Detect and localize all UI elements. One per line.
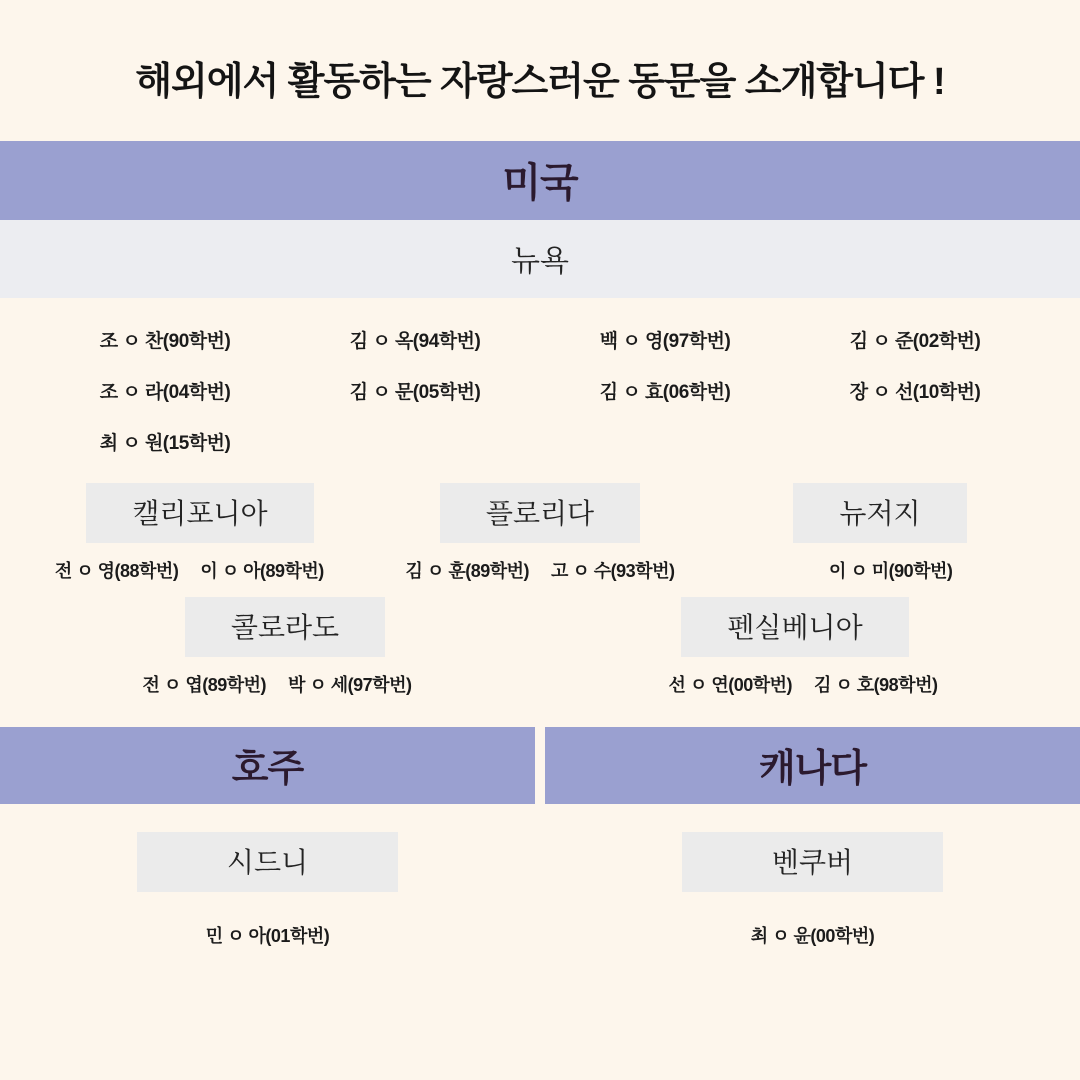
city-chip-cell: [30, 597, 540, 657]
city-chip-cell: [370, 483, 710, 543]
name-group-newjersey: [715, 557, 1066, 583]
alumni-name: 조 ㅇ 찬(90학번): [99, 331, 231, 352]
city-chip-newjersey: 뉴저지: [793, 483, 966, 543]
alumni-name: 장 ㅇ 선(10학번): [849, 382, 981, 403]
alumni-name: 고 ㅇ 수(93학번): [551, 561, 675, 581]
country-block-canada: [545, 727, 1080, 948]
city-chip-row-2: [0, 473, 1080, 543]
page-title: 해외에서 활동하는 자랑스러운 동문을 소개합니다 !: [135, 61, 945, 103]
alumni-name: 조 ㅇ 라(04학번): [99, 382, 231, 403]
alumni-name: 선 ㅇ 연(00학번): [668, 675, 792, 695]
alumni-name: 박 ㅇ 세(97학번): [288, 675, 412, 695]
city-chip-california: 캘리포니아: [86, 483, 313, 543]
alumni-name: 김 ㅇ 호(98학번): [814, 675, 938, 695]
alumni-name: 민 ㅇ 아(01학번): [205, 926, 330, 946]
city-chip-cell: [540, 597, 1050, 657]
city-header-newyork: 뉴욕: [0, 220, 1080, 298]
name-list-newyork: [0, 298, 1080, 473]
city-chip-vancouver: 벤쿠버: [682, 832, 943, 892]
city-chip-colorado: 콜로라도: [185, 597, 385, 657]
name-group-vancouver: [545, 892, 1080, 948]
alumni-name: 김 ㅇ 효(06학번): [599, 382, 731, 403]
country-banner-canada: 캐나다: [545, 727, 1080, 804]
alumni-name: 김 ㅇ 옥(94학번): [349, 331, 481, 352]
alumni-name: 이 ㅇ 미(90학번): [828, 561, 953, 581]
country-banner-australia: 호주: [0, 727, 535, 804]
bottom-countries: [0, 727, 1080, 948]
alumni-name: 백 ㅇ 영(97학번): [599, 331, 731, 352]
name-group-california: [14, 557, 365, 583]
alumni-name: 김 ㅇ 훈(89학번): [405, 561, 529, 581]
alumni-name: 최 ㅇ 윤(00학번): [750, 926, 875, 946]
city-chip-florida: 플로리다: [440, 483, 640, 543]
name-row-2: [0, 543, 1080, 587]
alumni-name: 김 ㅇ 준(02학번): [849, 331, 981, 352]
city-chip-cell: [545, 804, 1080, 892]
alumni-name: 최 ㅇ 원(15학번): [99, 433, 231, 454]
country-block-australia: [0, 727, 535, 948]
name-group-pennsylvania: [540, 671, 1066, 697]
alumni-name: 전 ㅇ 영(88학번): [54, 561, 179, 581]
city-chip-cell: [710, 483, 1050, 543]
name-group-colorado: [14, 671, 540, 697]
alumni-name: 전 ㅇ 엽(89학번): [142, 675, 266, 695]
alumni-name: 이 ㅇ 아(89학번): [200, 561, 324, 581]
city-chip-cell: [0, 804, 535, 892]
city-chip-cell: [30, 483, 370, 543]
city-chip-row-3: [0, 587, 1080, 657]
alumni-name: 김 ㅇ 문(05학번): [349, 382, 481, 403]
name-row-3: [0, 657, 1080, 701]
country-banner-usa: 미국: [0, 141, 1080, 220]
city-chip-sydney: 시드니: [137, 832, 398, 892]
city-chip-pennsylvania: 펜실베니아: [681, 597, 908, 657]
name-group-sydney: [0, 892, 535, 948]
name-group-florida: [365, 557, 716, 583]
